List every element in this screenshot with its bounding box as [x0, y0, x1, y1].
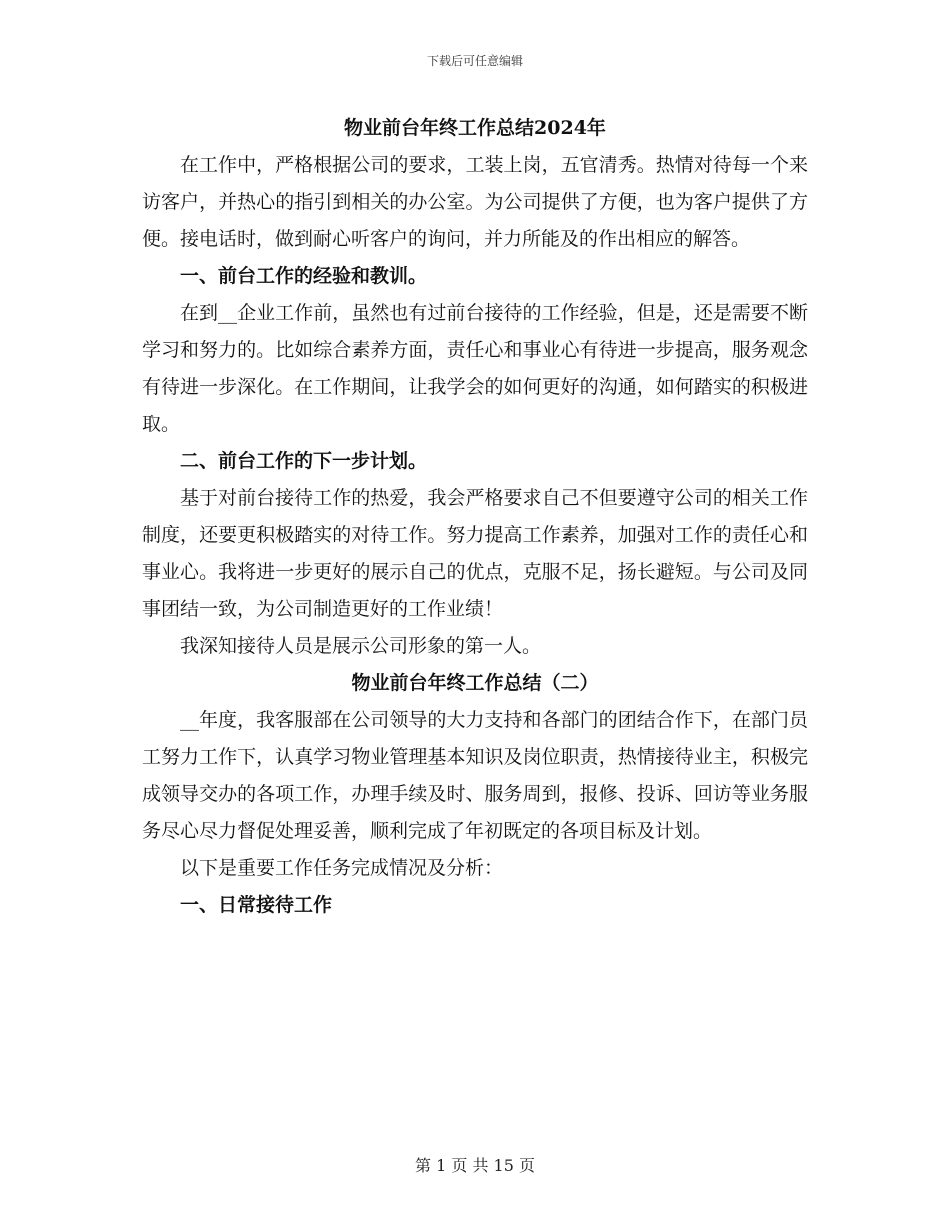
section-heading-daily-reception: 一、日常接待工作 [180, 894, 333, 916]
task-analysis-intro: 以下是重要工作任务完成情况及分析： [180, 857, 504, 879]
second-document-title: 物业前台年终工作总结（二） [351, 672, 599, 694]
section-heading-experience: 一、前台工作的经验和教训。 [180, 265, 428, 287]
section-heading-plan: 二、前台工作的下一步计划。 [180, 450, 428, 472]
document-title: 物业前台年终工作总结2024年 [344, 117, 606, 139]
document-body [142, 110, 808, 924]
annual-summary-paragraph: __年度，我客服部在公司领导的大力支持和各部门的团结合作下，在部门员工努力工作下，认真学习物业管理基本知识及岗位职责，热情接待业主，积极完成领导交办的各项工作，办理手续及时、服务周到，报修、投诉、回访等业务服务尽心尽力督促处理妥善，顺利完成了年初既定的各项目标及计划。 [142, 709, 808, 842]
closing-paragraph: 我深知接待人员是展示公司形象的第一人。 [180, 635, 542, 657]
page-header-note: 下载后可任意编辑 [426, 54, 523, 68]
plan-paragraph: 基于对前台接待工作的热爱，我会严格要求自己不但要遵守公司的相关工作制度，还要更积极踏实的对待工作。努力提高工作素养，加强对工作的责任心和事业心。我将进一步更好的展示自己的优点，克服不足，扬长避短。与公司及同事团结一致，为公司制造更好的工作业绩！ [142, 487, 808, 620]
experience-paragraph: 在到__企业工作前，虽然也有过前台接待的工作经验，但是，还是需要不断学习和努力的。比如综合素养方面，责任心和事业心有待进一步提高，服务观念有待进一步深化。在工作期间，让我学会的如何更好的沟通，如何踏实的积极进取。 [142, 302, 808, 435]
page-number: 第 1 页 共 15 页 [415, 1156, 535, 1175]
intro-paragraph: 在工作中，严格根据公司的要求，工装上岗，五官清秀。热情对待每一个来访客户，并热心的指引到相关的办公室。为公司提供了方便，也为客户提供了方便。接电话时，做到耐心听客户的询问，并力所能及的作出相应的解答。 [142, 154, 808, 250]
